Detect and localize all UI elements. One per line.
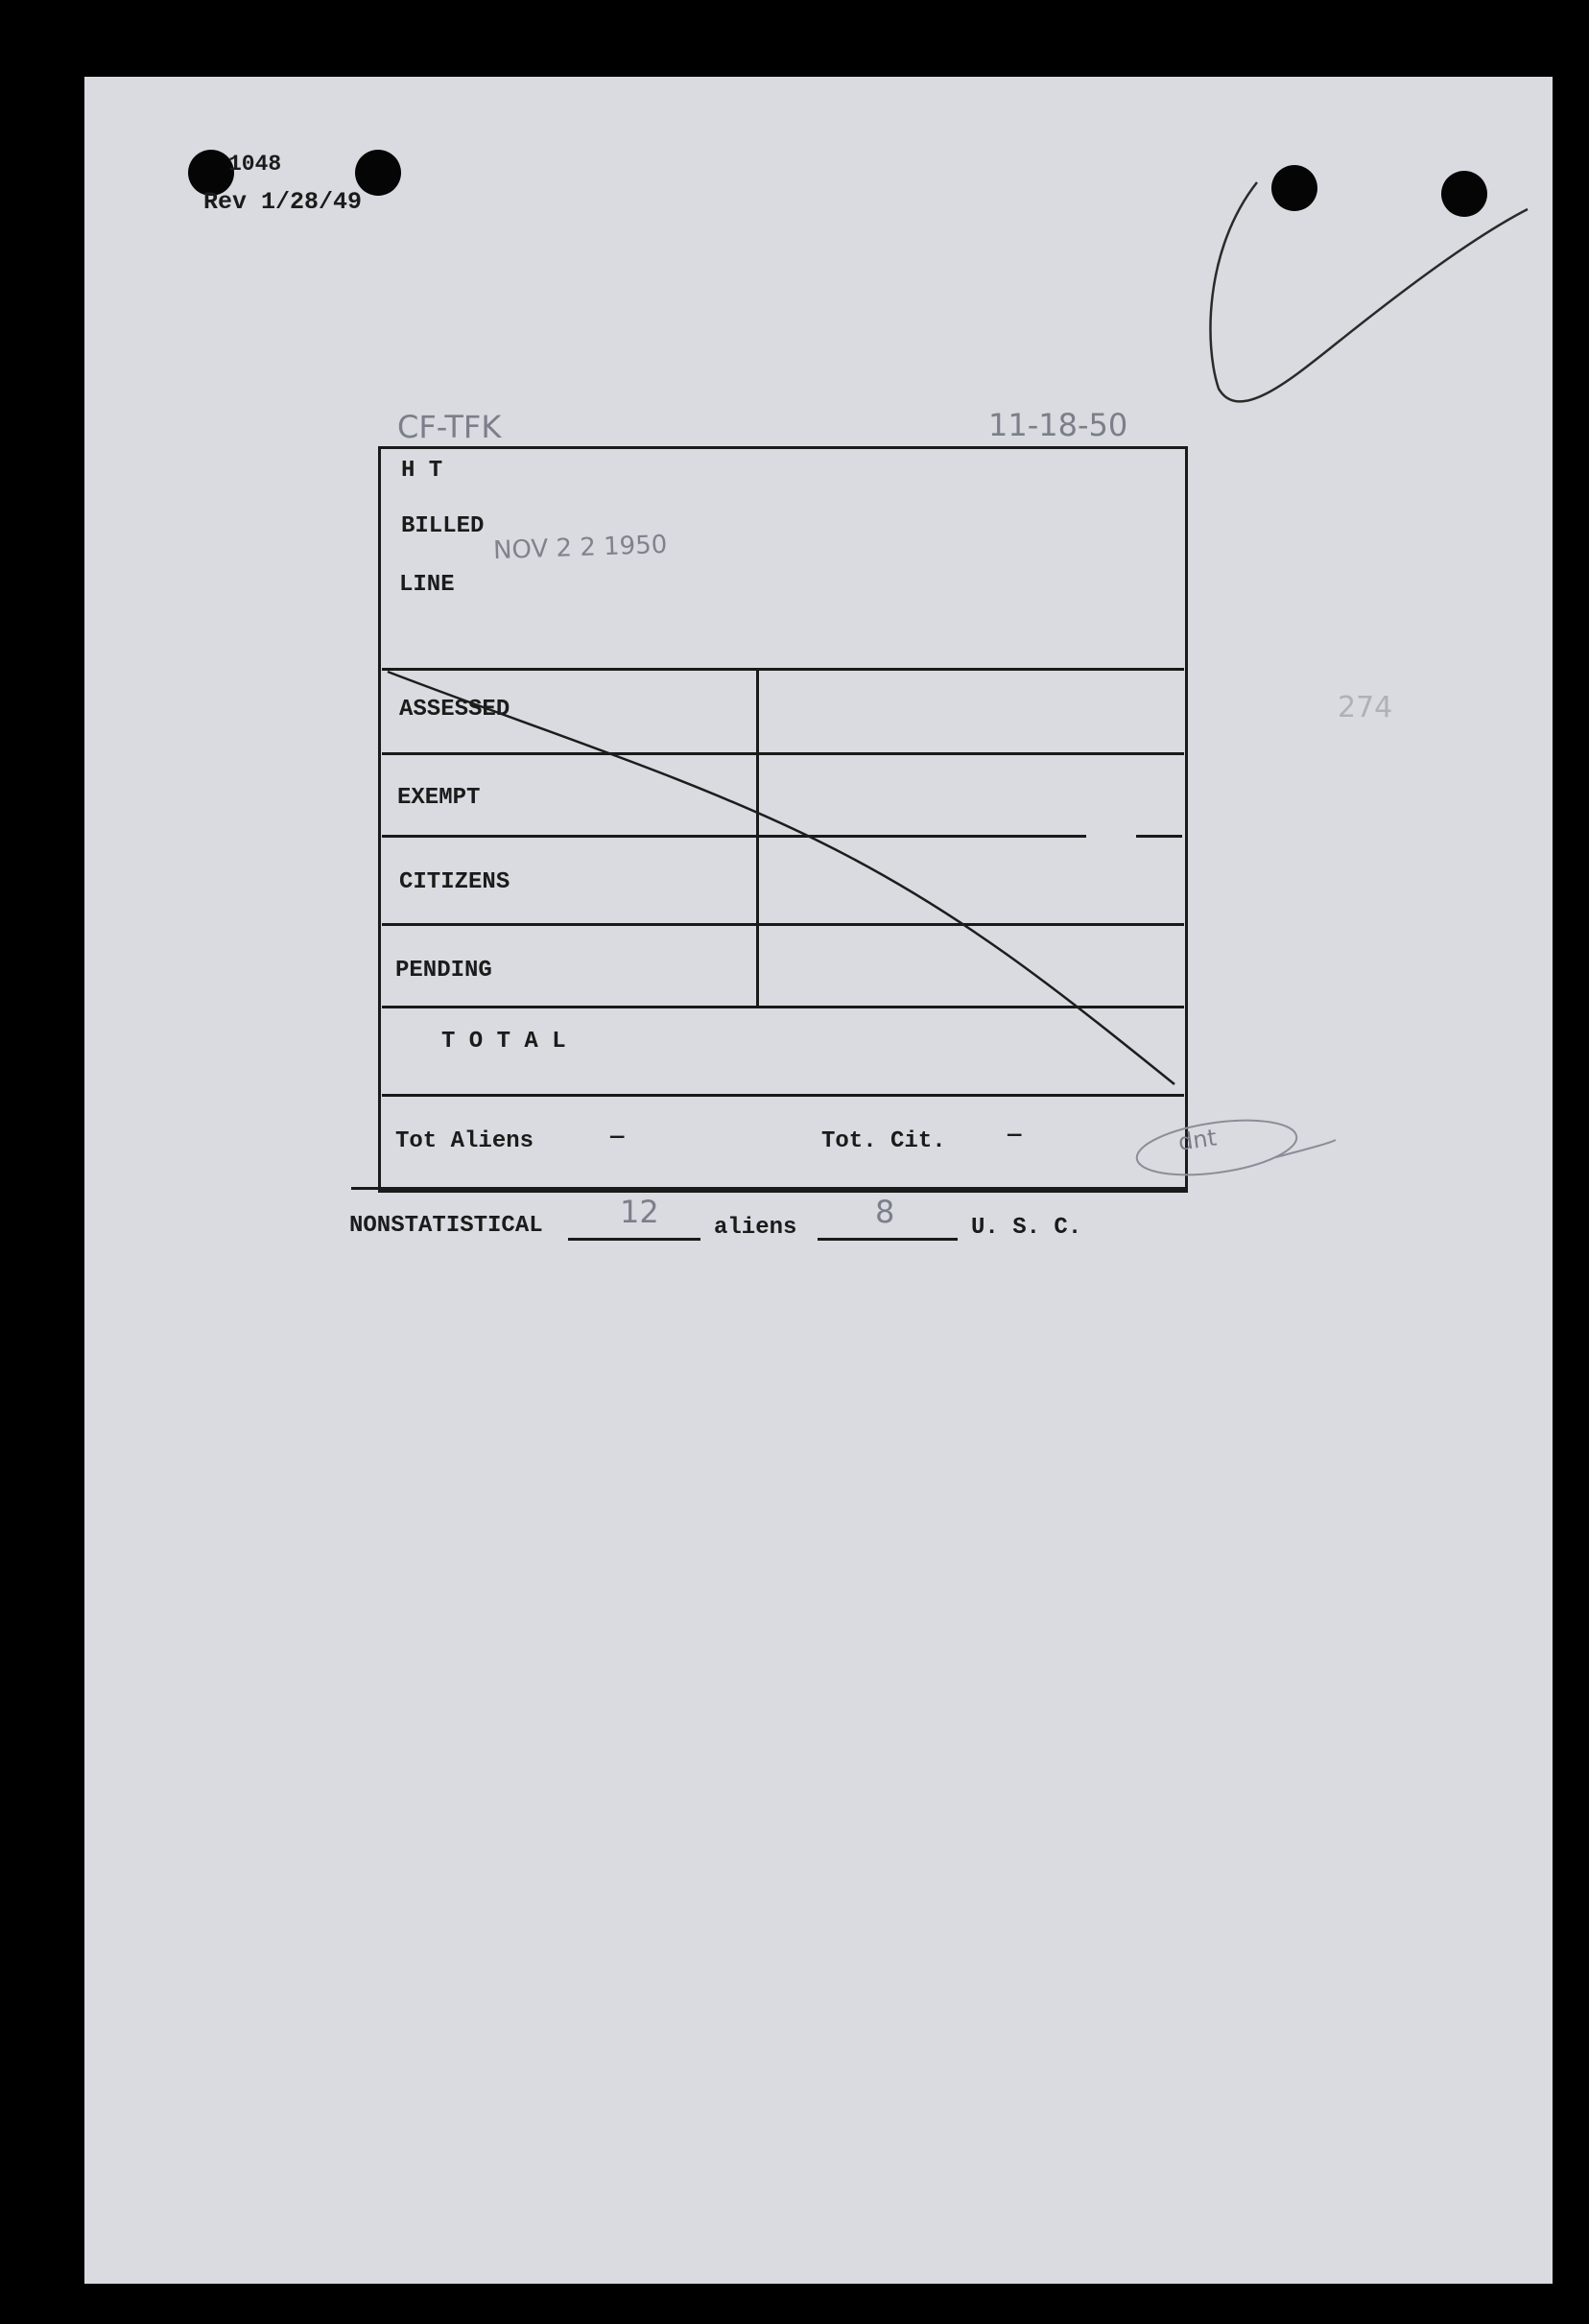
cancel-stroke [388,672,1174,1084]
usc-count: 8 [875,1194,895,1230]
row-label-exempt: EXEMPT [397,785,481,811]
aliens-label: aliens [714,1215,797,1241]
tot-aliens-value: — [610,1125,625,1150]
tot-aliens-label: Tot Aliens [395,1128,534,1154]
form-revision: Rev 1/28/49 [203,188,363,216]
check-mark [1210,182,1528,401]
billed-date-stamp: NOV 2 2 1950 [492,530,668,566]
ht-label: H T [401,458,443,484]
tot-cit-label: Tot. Cit. [821,1128,946,1154]
tot-cit-value: — [1008,1123,1022,1149]
initials: dnt [1176,1124,1219,1156]
row-label-assessed: ASSESSED [399,697,510,723]
page-number: 274 [1338,691,1393,724]
usc-label: U. S. C. [971,1215,1082,1241]
line-label: LINE [399,572,455,598]
initials-tail [1276,1140,1336,1157]
nonstatistical-label: NONSTATISTICAL [349,1213,543,1239]
billed-label: BILLED [401,513,485,539]
handwritten-header-date: 11-18-50 [988,407,1128,443]
total-label: T O T A L [441,1029,566,1055]
form-number: 1048 [228,152,282,177]
row-label-pending: PENDING [395,958,492,984]
aliens-count: 12 [620,1194,659,1230]
row-label-citizens: CITIZENS [399,869,510,895]
handwritten-header-code: CF-TFK [397,409,502,445]
